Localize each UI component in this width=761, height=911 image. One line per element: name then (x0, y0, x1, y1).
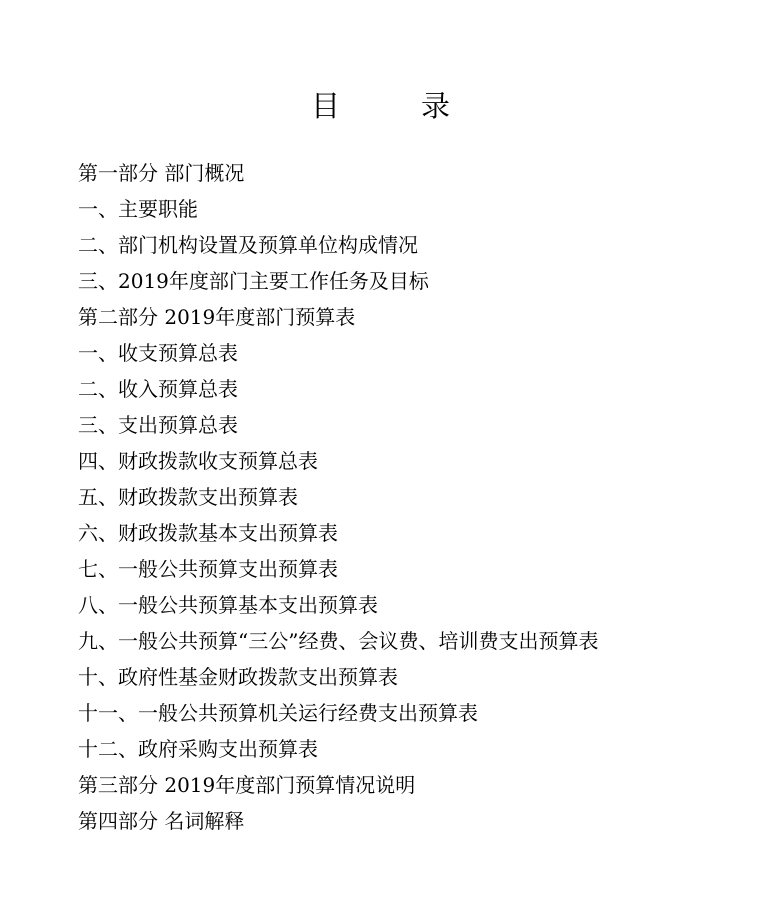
toc-item-agency-operating: 十一、一般公共预算机关运行经费支出预算表 (78, 701, 478, 725)
toc-item-main-functions: 一、主要职能 (78, 197, 198, 221)
toc-item-fiscal-expense: 五、财政拨款支出预算表 (78, 485, 298, 509)
toc-part-2: 第二部分 2019年度部门预算表 (78, 305, 356, 329)
toc-part-4: 第四部分 名词解释 (78, 809, 245, 833)
toc-item-income-summary: 二、收入预算总表 (78, 377, 238, 401)
toc-part-3: 第三部分 2019年度部门预算情况说明 (78, 773, 416, 797)
toc-item-gov-fund-expense: 十、政府性基金财政拨款支出预算表 (78, 665, 398, 689)
toc-part-1: 第一部分 部门概况 (78, 161, 245, 185)
toc-item-income-expense-summary: 一、收支预算总表 (78, 341, 238, 365)
toc-item-public-budget-basic: 八、一般公共预算基本支出预算表 (78, 593, 378, 617)
toc-item-tasks-goals: 三、2019年度部门主要工作任务及目标 (78, 269, 429, 293)
toc-item-expense-summary: 三、支出预算总表 (78, 413, 238, 437)
toc-item-three-public-expenses: 九、一般公共预算“三公”经费、会议费、培训费支出预算表 (78, 629, 599, 653)
toc-item-public-budget-expense: 七、一般公共预算支出预算表 (78, 557, 338, 581)
toc-item-fiscal-basic-expense: 六、财政拨款基本支出预算表 (78, 521, 338, 545)
page-title: 目 录 (310, 89, 476, 123)
toc-item-procurement: 十二、政府采购支出预算表 (78, 737, 318, 761)
toc-item-org-structure: 二、部门机构设置及预算单位构成情况 (78, 233, 418, 257)
toc-item-fiscal-summary: 四、财政拨款收支预算总表 (78, 449, 318, 473)
table-of-contents (78, 155, 738, 839)
